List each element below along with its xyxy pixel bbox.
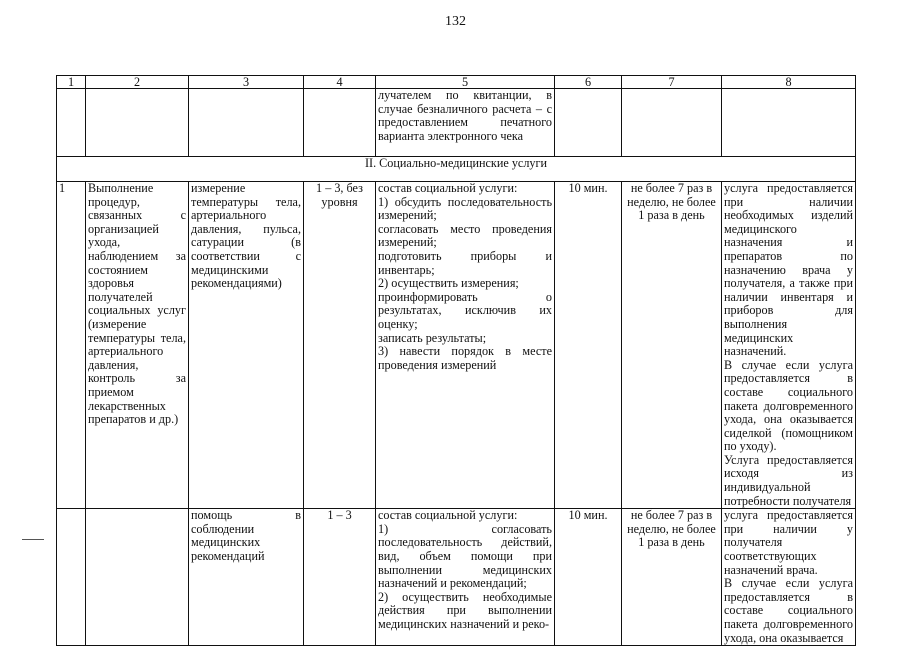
section-heading-row	[57, 157, 856, 182]
service-level: 1 – 3	[304, 509, 376, 646]
page-number: 132	[445, 14, 466, 29]
subservice-name: измерение температуры тела, артериального давления, пульса, сатурации (в соответствии с медицинскими рекомендациями)	[189, 182, 304, 509]
row-number: 1	[57, 182, 86, 509]
column-number: 4	[304, 76, 376, 89]
column-number: 5	[376, 76, 555, 89]
column-number: 8	[722, 76, 856, 89]
table-row	[57, 509, 856, 646]
service-notes: услуга предоставляется при наличии необходимых изделий медицинского назначения и препаратов по назначению врача у получателя, а также при наличии инвентаря и приборов для выполнения медицинских назначений. В случае если услуга предоставляется в составе социального пакета долговременного ухода, она оказывается сиделкой (помощником по уходу). Услуга предоставляется исходя из индивидуальной потребности получателя	[722, 182, 856, 509]
column-number: 1	[57, 76, 86, 89]
subservice-name: помощь в соблюдении медицинских рекомендаций	[189, 509, 304, 646]
services-table	[56, 75, 856, 646]
service-content: состав социальной услуги: 1) обсудить последовательность измерений; согласовать место проведения измерений; подготовить приборы и инвентарь; 2) осуществить измерения; проинформировать о результатах, исключив их оценку; записать результаты; 3) навести порядок в месте проведения измерений	[376, 182, 555, 509]
column-number-row	[57, 76, 856, 89]
section-title: II. Социально-медицинские услуги	[57, 157, 856, 182]
column-number: 2	[86, 76, 189, 89]
service-content: состав социальной услуги: 1) согласовать последовательность действий, вид, объем помощи при выполнении медицинских назначений и рекомендаций; 2) осуществить необходимые действия при выполнении медицинских назначений и реко-	[376, 509, 555, 646]
continuation-text: лучателем по квитанции, в случае безналичного расчета – с предоставлением печатного варианта электронного чека	[376, 89, 555, 157]
column-number: 6	[555, 76, 622, 89]
service-duration: 10 мин.	[555, 182, 622, 509]
column-number: 7	[622, 76, 722, 89]
service-level: 1 – 3, без уровня	[304, 182, 376, 509]
table-row	[57, 182, 856, 509]
service-periodicity: не более 7 раз в неделю, не более 1 раза в день	[622, 182, 722, 509]
service-name	[86, 509, 189, 646]
column-number: 3	[189, 76, 304, 89]
service-notes: услуга предоставляется при наличии у получателя соответствующих назначений врача. В случае если услуга предоставляется в составе социального пакета долговременного ухода, она оказывается	[722, 509, 856, 646]
service-periodicity: не более 7 раз в неделю, не более 1 раза в день	[622, 509, 722, 646]
continuation-row	[57, 89, 856, 157]
margin-mark	[22, 539, 44, 540]
service-duration: 10 мин.	[555, 509, 622, 646]
service-name: Выполнение процедур, связанных с организацией ухода, наблюдением за состоянием здоровья получателей социальных услуг (измерение температуры тела, артериального давления, контроль за приемом лекарственных препаратов и др.)	[86, 182, 189, 509]
row-number	[57, 509, 86, 646]
